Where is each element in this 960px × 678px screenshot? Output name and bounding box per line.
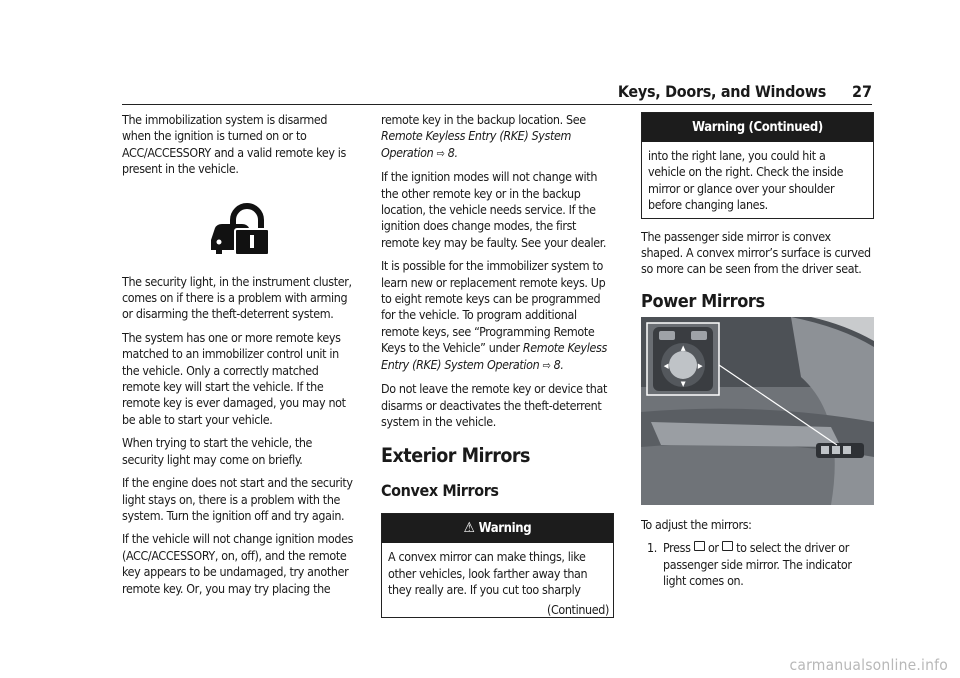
column-1 [122,112,354,604]
heading-power-mirrors: Power Mirrors [641,290,765,312]
paragraph: The passenger side mirror is convex shaped. A convex mirror’s surface is curved so more can be seen from the driver seat. [641,228,871,277]
section-title: Keys, Doors, and Windows [617,82,826,101]
page-ref-arrow-icon: ⇨ [542,358,551,372]
watermark: carmanualsonline.info [789,656,948,674]
steps-list [641,540,874,589]
list-item: 1. Press or to select the driver or passenger side mirror. The indicator light comes on. [647,540,852,589]
page-ref-arrow-icon: ⇨ [436,146,445,160]
warning-header: ⚠ Warning [382,514,613,543]
paragraph: When trying to start the vehicle, the security light may come on briefly. [122,435,313,467]
paragraph: The immobilization system is disarmed when the ignition is turned on or to ACC/ACCESSORY and a valid remote key is present in the vehicle. [122,112,346,177]
paragraph: If the vehicle will not change ignition modes (ACC/ACCESSORY, on, off), and the remote key appears to be undamaged, try another remote key. Or, you may try placing the [122,531,354,596]
paragraph: remote key in the backup location. See Remote Keyless Entry (RKE) System Operation ⇨ 8. [381,112,586,160]
warning-header: Warning (Continued) [642,113,873,142]
svg-text:▲: ▲ [680,343,686,352]
cross-reference-link[interactable]: Remote Keyless Entry (RKE) System Operation [381,340,607,372]
cross-reference-page[interactable]: 8 [553,356,561,372]
cross-reference-page[interactable]: 8 [447,144,455,160]
column-3 [641,112,874,589]
warning-box-continued [641,112,874,219]
paragraph: If the ignition modes will not change with the other remote key or in the backup location, the vehicle needs service. If the ignition does change modes, the first remote key may be faulty. See your dealer. [381,169,607,250]
right-mirror-select-icon [722,541,733,551]
left-mirror-select-icon [694,541,705,551]
paragraph: To adjust the mirrors: [641,516,752,532]
warning-box [381,513,614,617]
page-number: 27 [851,82,872,101]
header-rule [122,104,872,105]
heading-exterior-mirrors: Exterior Mirrors [381,444,530,468]
warning-continued: (Continued) [546,601,609,617]
warning-text: into the right lane, you could hit a vehicle on the right. Check the inside mirror or glance over your shoulder before changing lanes. [648,148,844,213]
svg-text:▼: ▼ [680,379,686,388]
warning-triangle-icon: ⚠ [463,520,475,537]
paragraph: If the engine does not start and the security light stays on, there is a problem with the system. Turn the ignition off and try again. [122,475,353,523]
power-mirror-control-photo [641,317,874,505]
paragraph: The security light, in the instrument cluster, comes on if there is a problem with arming or disarming the theft-deterrent system. [122,273,352,322]
cross-reference-link[interactable]: Remote Keyless Entry (RKE) System Operation [381,128,572,160]
svg-text:▶: ▶ [697,361,703,370]
paragraph: Do not leave the remote key or device that disarms or deactivates the theft-deterrent system in the vehicle. [381,381,608,429]
svg-text:◀: ◀ [663,361,669,370]
heading-convex-mirrors: Convex Mirrors [381,481,499,501]
paragraph: The system has one or more remote keys matched to an immobilizer control unit in the vehicle. Only a correctly matched remote key will start the vehicle. If the remote key is ever damaged, you may not be able to start your vehicle. [122,329,346,427]
warning-text: A convex mirror can make things, like other vehicles, look farther away than they really are. If you cut too sharply [388,549,588,598]
column-2 [381,112,614,628]
paragraph: It is possible for the immobilizer system to learn new or replacement remote keys. Up to eight remote keys can be programmed for the vehicle. To program additional remote keys, see “Programming Remote Keys to the Vehicle” under Remote Keyless Entry (RKE) System Operation ⇨ 8. [381,258,607,372]
security-light-lock-icon [209,198,271,256]
